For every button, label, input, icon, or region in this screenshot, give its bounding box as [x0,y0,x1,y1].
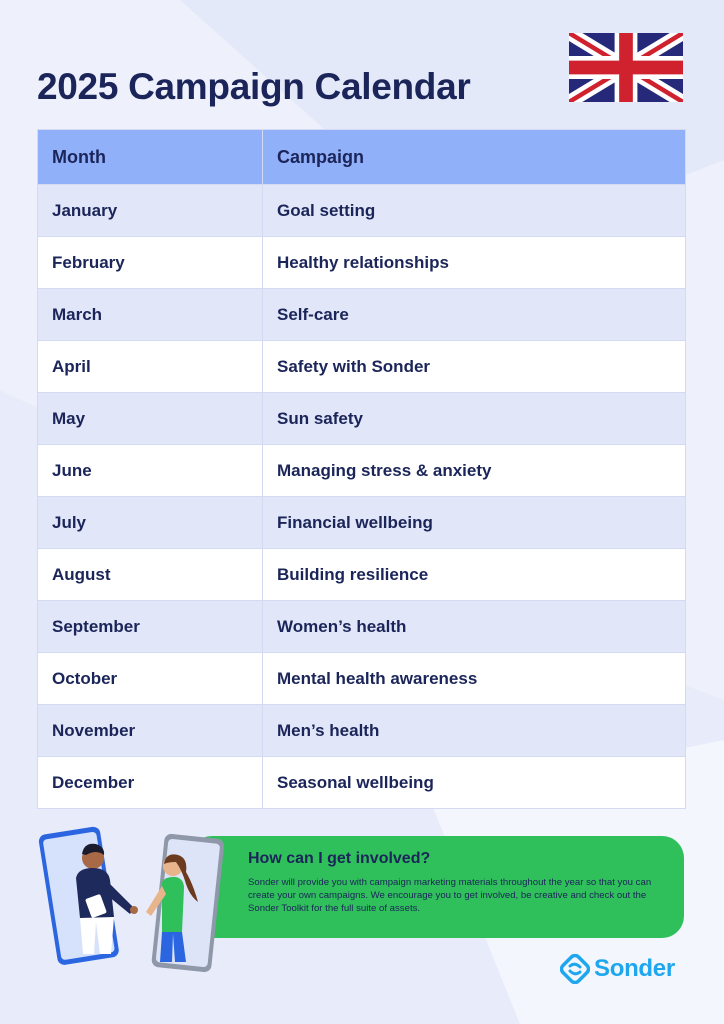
campaign-table [37,129,686,809]
table-row [38,497,686,549]
table-row [38,185,686,237]
campaign-cell: Goal setting [263,185,686,237]
sonder-logo-icon [560,954,590,984]
campaign-cell: Mental health awareness [263,653,686,705]
month-cell: March [38,289,263,341]
logo-text: Sonder [594,955,675,982]
table-row [38,653,686,705]
get-involved-callout [190,836,684,938]
month-cell: October [38,653,263,705]
campaign-cell: Healthy relationships [263,237,686,289]
campaign-cell: Building resilience [263,549,686,601]
campaign-cell: Financial wellbeing [263,497,686,549]
month-cell: September [38,601,263,653]
table-header-row [38,130,686,185]
table-row [38,549,686,601]
column-header-month: Month [38,130,263,185]
callout-title: How can I get involved? [248,850,431,867]
month-cell: August [38,549,263,601]
campaign-cell: Managing stress & anxiety [263,445,686,497]
uk-flag-icon [569,33,683,102]
table-row [38,705,686,757]
campaign-cell: Men’s health [263,705,686,757]
month-cell: May [38,393,263,445]
month-cell: July [38,497,263,549]
campaign-cell: Women’s health [263,601,686,653]
month-cell: June [38,445,263,497]
table-row [38,289,686,341]
sonder-logo [560,954,675,984]
campaign-cell: Self-care [263,289,686,341]
month-cell: January [38,185,263,237]
month-cell: December [38,757,263,809]
table-row [38,341,686,393]
table-row [38,601,686,653]
table-row [38,445,686,497]
page-title: 2025 Campaign Calendar [37,66,471,107]
campaign-cell: Seasonal wellbeing [263,757,686,809]
video-call-illustration [38,822,228,974]
campaign-cell: Safety with Sonder [263,341,686,393]
campaign-cell: Sun safety [263,393,686,445]
table-row [38,757,686,809]
month-cell: April [38,341,263,393]
month-cell: February [38,237,263,289]
callout-body: Sonder will provide you with campaign marketing materials throughout the year so that you can create your own campaigns. We encourage you to get involved, be creative and check out the Sonder Toolkit for the full suite of assets. [248,877,652,914]
table-row [38,237,686,289]
table-row [38,393,686,445]
month-cell: November [38,705,263,757]
column-header-campaign: Campaign [263,130,686,185]
